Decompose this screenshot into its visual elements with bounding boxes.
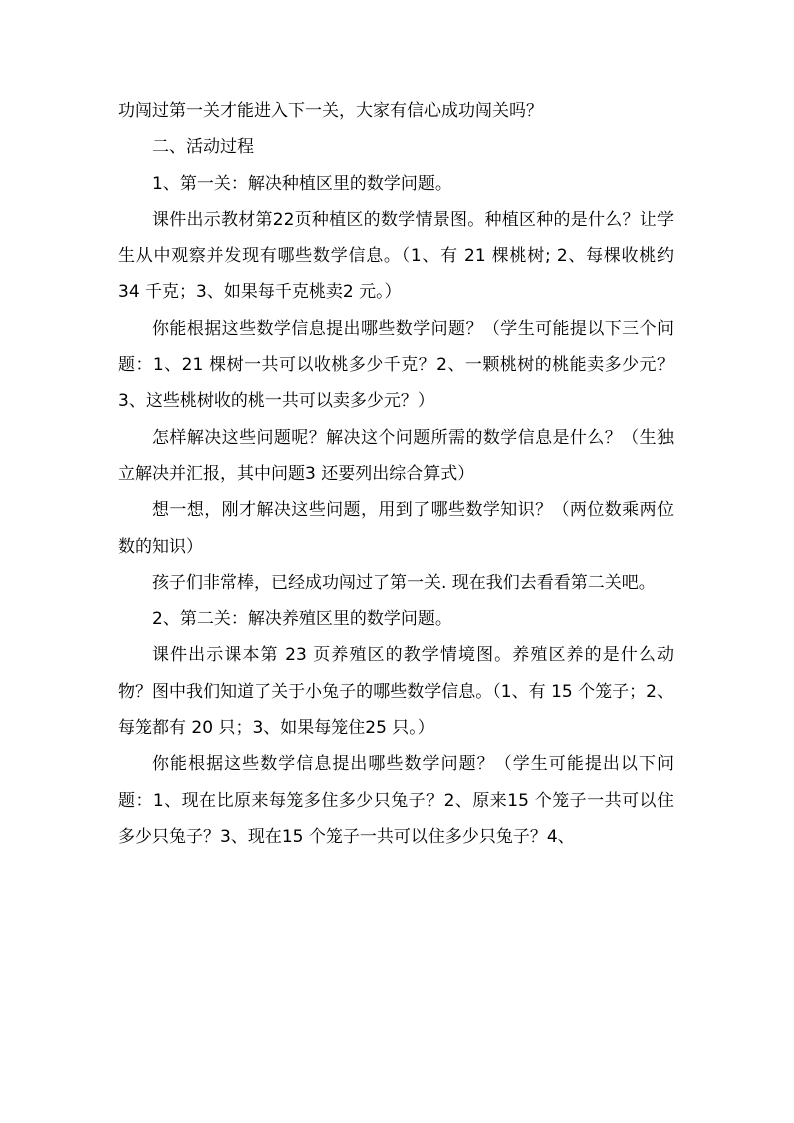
paragraph: 课件出示教材第22页种植区的数学情景图。种植区种的是什么？让学生从中观察并发现有哪些数学信息。（1、有 21 棵桃树; 2、每棵收桃约 34 千克；3、如果每千克桃卖2 元。）: [118, 209, 674, 303]
paragraph: 想一想，刚才解决这些问题，用到了哪些数学知识？（两位数乘两位数的知识）: [118, 500, 674, 557]
paragraph: 你能根据这些数学信息提出哪些数学问题？（学生可能提以下三个问题：1、21 棵树一共可以收桃多少千克？2、一颗桃树的桃能卖多少元？3、这些桃树收的桃一共可以卖多少元？）: [118, 318, 674, 412]
paragraph: 课件出示课本第 23 页养殖区的教学情境图。养殖区养的是什么动物？图中我们知道了关于小兔子的哪些数学信息。（1、有 15 个笼子；2、每笼都有 20 只；3、如果每笼住25 只。）: [118, 645, 674, 739]
document-body: [118, 93, 674, 855]
section-heading: 二、活动过程: [152, 137, 254, 158]
paragraph-continuation: 功闯过第一关才能进入下一关，大家有信心成功闯关吗？: [118, 101, 543, 121]
paragraph: 孩子们非常棒，已经成功闯过了第一关. 现在我们去看看第二关吧。: [152, 572, 656, 593]
subsection-heading: 2、第二关：解决养殖区里的数学问题。: [152, 609, 452, 630]
paragraph: 怎样解决这些问题呢？解决这个问题所需的数学信息是什么？（生独立解决并汇报，其中问题3 还要列出综合算式）: [118, 427, 674, 484]
subsection-heading: 1、第一关：解决种植区里的数学问题。: [152, 173, 452, 194]
paragraph: 你能根据这些数学信息提出哪些数学问题？（学生可能提出以下问题：1、现在比原来每笼多住多少只兔子？2、原来15 个笼子一共可以住多少只兔子？3、现在15 个笼子一共可以住多少只兔子？4、: [118, 754, 674, 847]
